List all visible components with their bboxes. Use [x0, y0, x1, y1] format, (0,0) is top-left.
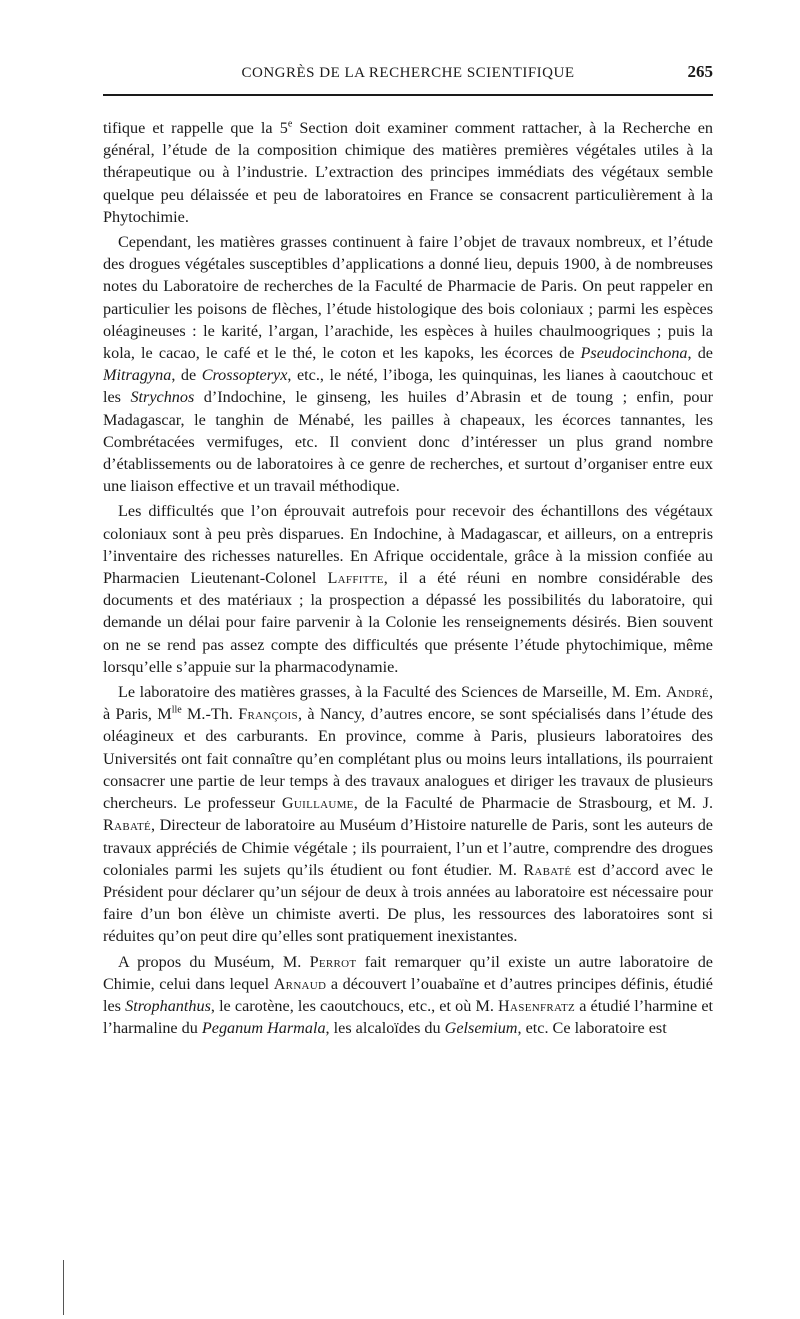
text-run: , les alcaloïdes du	[325, 1019, 445, 1038]
paragraph-1	[103, 117, 713, 228]
header-rule	[103, 94, 713, 96]
text-run: d’Indochine, le ginseng, les huiles d’Abrasin et de toung ; enfin, pour Madagascar, le tanghin de Ménabé, les pailles à chapeaux, les écorces tannantes, les Combrétacées vermifuges, etc. Il convient donc d’intéresser un plus grand nombre d’établissements ou de laboratoires à ce genre de recherches, et surtout d’organiser entre eux une liaison effective et un travail méthodique.	[103, 388, 713, 496]
page-number: 265	[687, 62, 713, 81]
paragraph-3	[103, 500, 713, 678]
text-run: a étudié l’harmine et l’harmaline du	[103, 996, 713, 1038]
superscript: e	[287, 118, 293, 130]
person-name: André	[665, 683, 709, 702]
paragraph-5	[103, 951, 713, 1040]
text-run: fait remarquer qu’il existe un autre laboratoire de Chimie, celui dans lequel	[103, 952, 713, 993]
text-run: Cependant, les matières grasses continuent à faire l’objet de travaux nombreux, et l’étude des drogues végétales susceptibles d’applications a donné lieu, depuis 1900, à de nombreuses notes du Laboratoire de recherches de la Faculté de Pharmacie de Paris. On peut rappeler en particulier les poisons de flèches, l’étude histologique des bois coloniaux ; parmi les espèces oléagineuses : le karité, l’argan, l’arachide, les espèces à huiles chaulmoogriques ; puis la kola, le cacao, le café et le thé, le coton et les kapoks, les écorces de	[103, 233, 713, 363]
running-title: CONGRÈS DE LA RECHERCHE SCIENTIFIQUE	[241, 65, 575, 81]
body-text	[103, 117, 713, 1042]
person-name: Hasenfratz	[498, 996, 576, 1015]
scan-margin-mark	[63, 1260, 64, 1315]
paragraph-2	[103, 231, 713, 497]
text-run: Les difficultés que l’on éprouvait autrefois pour recevoir des échantillons des végétaux coloniaux sont à peu près disparues. En Indochine, à Madagascar, et ailleurs, on a entrepris l’inventaire des richesses naturelles. En Afrique occidentale, grâce à la mission confiée au Pharmacien Lieutenant-Colonel	[103, 502, 713, 588]
text-run: A propos du Muséum, M.	[118, 952, 310, 971]
person-name: Arnaud	[273, 974, 327, 993]
italic-term: Crossopteryx	[201, 366, 288, 385]
italic-term: Gelsemium	[444, 1019, 518, 1038]
text-run: Section doit examiner comment rattacher, à la Recherche en général, l’étude de la composition chimique des matières premières végétales utiles à la thérapeutique ou à l’industrie. L’extraction des principes immédiats des végétaux semble quelque peu délaissée et peu de laboratoires en France se consacrent particulièrement à la Phytochimie.	[103, 119, 713, 226]
person-name: François	[238, 705, 298, 724]
text-run: , etc. Ce laboratoire est	[517, 1019, 667, 1038]
person-name: Rabaté	[523, 860, 572, 879]
italic-term: Pseudocinchona	[580, 344, 688, 363]
paragraph-4	[103, 681, 713, 947]
italic-term: Mitragyna	[103, 366, 172, 385]
text-run: , etc., le nété, l’iboga, les quinquinas, les lianes à caoutchouc et les	[103, 366, 713, 407]
superscript: lle	[171, 704, 182, 716]
text-run: , à Nancy, d’autres encore, se sont spécialisés dans l’étude des oléagineux et des carburants. En province, comme à Paris, plusieurs laboratoires des Universités ont fait connaître qu’en complétant plus ou moins leurs intallations, ils pourraient consacrer une partie de leur temps à des travaux analogues et diriger les travaux de plusieurs chercheurs. Le professeur	[103, 705, 714, 813]
text-run: M.-Th.	[181, 705, 239, 724]
page-header	[103, 62, 713, 96]
person-name: Rabaté	[103, 816, 152, 835]
text-run: , de	[687, 344, 713, 363]
text-run: , de la Faculté de Pharmacie de Strasbourg, et M. J.	[353, 794, 713, 813]
text-run: , de	[171, 366, 202, 385]
text-run: , il a été réuni en nombre considérable des documents et des matériaux ; la prospection a dépassé les possibilités du laboratoire, qui demande un délai pour faire parvenir à la Colonie les renseignements désirés. Bien souvent on ne se rend pas assez compte des difficultés que présente l’étude phytochimique, même lorsqu’elle s’appuie sur la pharmacodynamie.	[103, 569, 713, 676]
text-run: , le carotène, les caoutchoucs, etc., et où M.	[210, 996, 499, 1015]
text-run: tifique et rappelle que la 5	[103, 119, 288, 137]
person-name: Laffitte	[327, 569, 384, 588]
text-run: , à Paris, M	[103, 683, 713, 724]
text-run: est d’accord avec le Président pour déclarer qu’un séjour de deux à trois années au laboratoire est nécessaire pour faire d’un bon élève un chimiste averti. De plus, les ressources des laboratoires sont si réduites qu’on peut dire qu’elles sont pratiquement inexistantes.	[103, 860, 713, 946]
italic-term: Strophanthus	[125, 996, 211, 1015]
italic-term: Strychnos	[130, 388, 195, 407]
text-run: Le laboratoire des matières grasses, à la Faculté des Sciences de Marseille, M. Em.	[118, 683, 666, 702]
text-run: a découvert l’ouabaïne et d’autres principes définis, étudié les	[103, 974, 713, 1015]
text-run: , Directeur de laboratoire au Muséum d’Histoire naturelle de Paris, sont les auteurs de travaux appréciés de Chimie végétale ; ils pourraient, l’un et l’autre, comprendre des drogues coloniales parmi les sujets qu’ils étudient ou font étudier. M.	[103, 816, 713, 879]
italic-term: Peganum Harmala	[201, 1019, 326, 1038]
person-name: Perrot	[309, 952, 357, 971]
person-name: Guillaume	[281, 794, 354, 813]
